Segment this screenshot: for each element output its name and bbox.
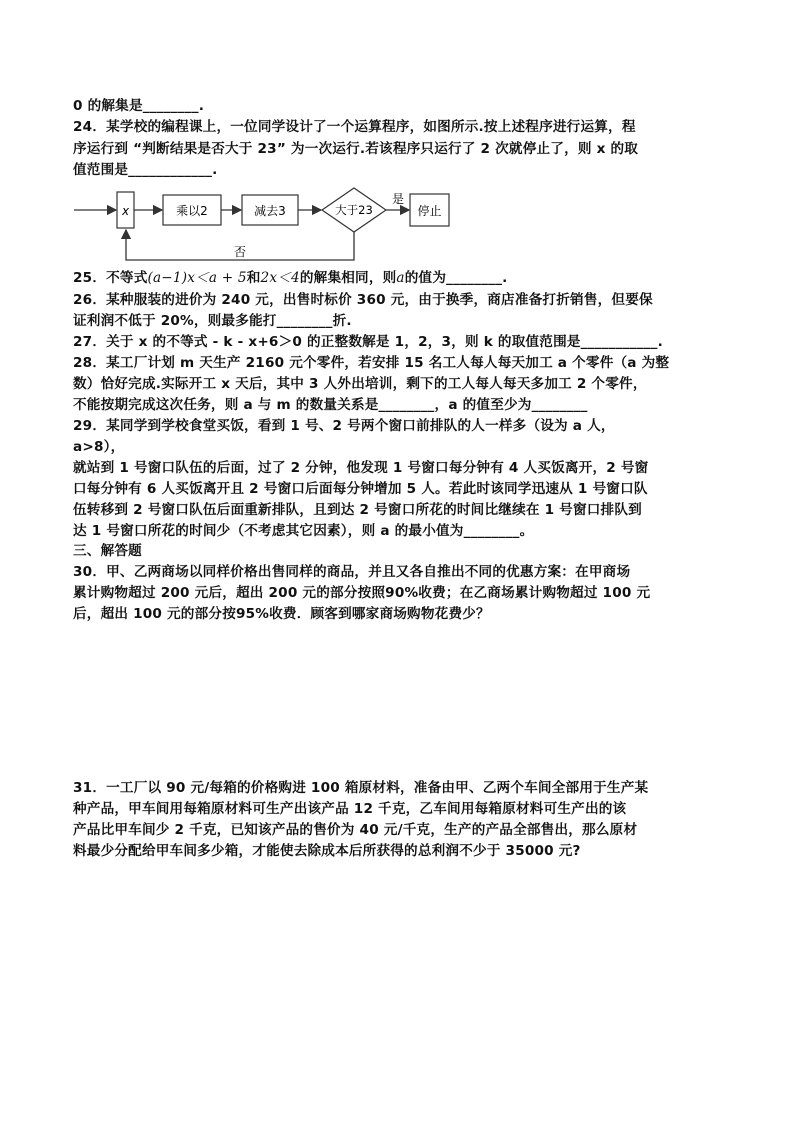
q31-line-2: 种产品，甲车间用每箱原材料可生产出该产品 12 千克，乙车间用每箱原材料可生产出的该 [73, 801, 627, 817]
flow-no-label: 否 [234, 245, 247, 259]
q29-line-3: 就站到 1 号窗口队伍的后面，过了 2 分钟，他发现 1 号窗口每分钟有 4 人买饭离开，2 号窗 [73, 460, 649, 476]
q25-inequality-2: 2x＜4 [260, 270, 300, 286]
q26-line-1: 26．某种服装的进价为 240 元，出售时标价 360 元，由于换季，商店准备打折销售，但要保 [73, 292, 653, 308]
q25-connector-2: 的解集相同，则 [299, 270, 397, 286]
q24-line-1: 24．某学校的编程课上，一位同学设计了一个运算程序，如图所示.按上述程序进行运算，程 [73, 119, 636, 135]
q29-line-6: 达 1 号窗口所花的时间少（不考虑其它因素），则 a 的最小值为________。 [73, 523, 534, 539]
q29-line-2: a>8）， [73, 439, 125, 455]
q29-line-4: 口每分钟有 6 人买饭离开且 2 号窗口后面每分钟增加 5 人。若此时该同学迅速从 1 号窗口队 [73, 481, 648, 497]
q26-line-2: 证利润不低于 20%，则最多能打________折. [73, 313, 352, 329]
q25-prefix: 25．不等式 [73, 270, 148, 286]
q25-connector: 和 [246, 270, 261, 286]
q31-line-1: 31．一工厂以 90 元/每箱的价格购进 100 箱原材料，准备由甲、乙两个车间全部用于生产某 [73, 780, 649, 796]
q25-line [73, 268, 507, 288]
flow-x-label: x [121, 204, 130, 218]
flowchart [72, 186, 452, 264]
flow-stop-label: 停止 [417, 204, 442, 218]
q30-line-3: 后，超出 100 元的部分按95%收费．顾客到哪家商场购物花费少？ [73, 606, 490, 622]
q28-line-3: 不能按期完成这次任务，则 a 与 m 的数量关系是________，a 的值至少为________ [73, 397, 588, 413]
q27-line: 27．关于 x 的不等式 - k - x+6＞0 的正整数解是 1，2，3，则 k 的取值范围是___________. [73, 334, 664, 350]
flow-subtract-label: 减去3 [254, 204, 286, 218]
q24-line-2: 序运行到 “判断结果是否大于 23” 为一次运行.若该程序只运行了 2 次就停止了，则 x 的取 [73, 141, 639, 157]
q25-inequality-1: (a−1)x＜a + 5 [147, 270, 247, 286]
q29-line-5: 伍转移到 2 号窗口队伍后面重新排队，且到达 2 号窗口所花的时间比继续在 1 号窗口排队到 [73, 502, 642, 518]
q31-line-3: 产品比甲车间少 2 千克，已知该产品的售价为 40 元/千克，生产的产品全部售出，那么原材 [73, 822, 638, 838]
q31-line-4: 料最少分配给甲车间多少箱，才能使去除成本后所获得的总利润不少于 35000 元? [73, 843, 581, 859]
q25-suffix: 的值为________. [404, 270, 508, 286]
flow-multiply-label: 乘以2 [176, 204, 208, 218]
q28-line-2: 数）恰好完成.实际开工 x 天后，其中 3 人外出培训，剩下的工人每人每天多加工 2 个零件， [73, 376, 647, 392]
q23-tail: 0 的解集是________. [73, 98, 205, 114]
section-heading-answers: 三、解答题 [73, 543, 142, 559]
q24-line-3: 值范围是____________. [73, 162, 218, 178]
q29-line-1: 29．某同学到学校食堂买饭，看到 1 号、2 号两个窗口前排队的人一样多（设为 a 人， [73, 418, 615, 434]
q28-line-1: 28．某工厂计划 m 天生产 2160 元个零件，若安排 15 名工人每人每天加工 a 个零件（a 为整 [73, 355, 670, 371]
q30-line-1: 30．甲、乙两商场以同样价格出售同样的商品，并且又各自推出不同的优惠方案：在甲商场 [73, 564, 631, 580]
q25-variable: a [396, 270, 405, 286]
flow-yes-label: 是 [392, 192, 405, 206]
flow-compare-label: 大于23 [335, 203, 373, 217]
q30-line-2: 累计购物超过 200 元后，超出 200 元的部分按照90%收费；在乙商场累计购物超过 100 元 [73, 585, 651, 601]
